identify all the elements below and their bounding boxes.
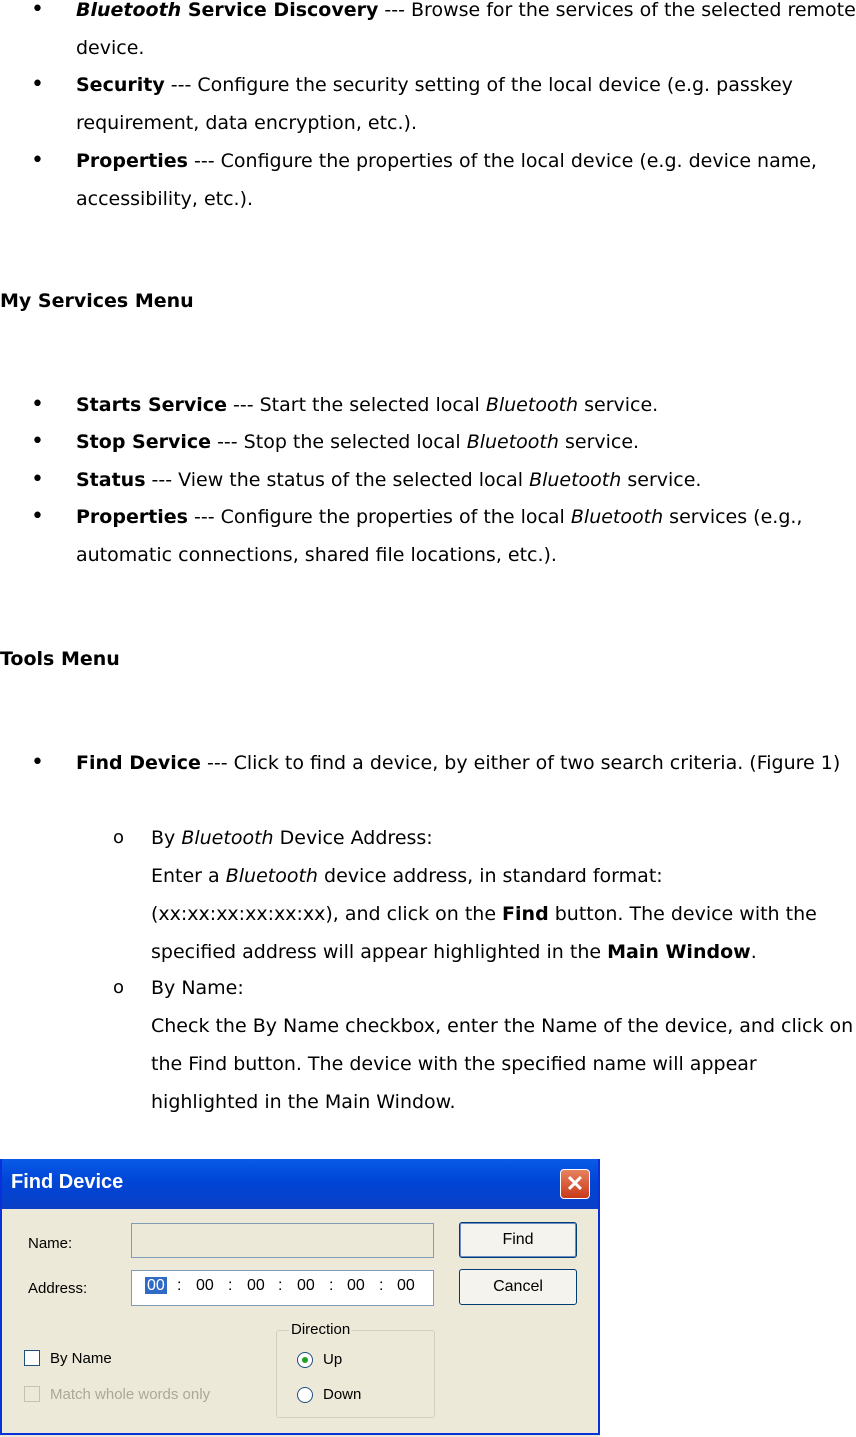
name-field[interactable] [131,1223,434,1258]
address-separator: : [379,1277,384,1294]
circle-bullet: o [113,977,125,998]
bullet: • [31,392,44,417]
list-item: • Find Device --- Click to find a device, by either of two search criteria. (Figure 1) [76,744,851,782]
list-item: • Status --- View the status of the selected local Bluetooth service. [76,461,856,499]
address-label: Address: [28,1280,88,1297]
by-name-checkbox[interactable] [24,1350,40,1366]
bullet: • [31,467,44,492]
section-heading: My Services Menu [0,290,194,312]
find-device-dialog [0,1159,600,1437]
find-button[interactable]: Find [459,1222,577,1258]
list-item: • Starts Service --- Start the selected local Bluetooth service. [76,386,856,424]
up-label: Up [323,1351,343,1368]
by-name-label: By Name [50,1350,112,1367]
address-segment[interactable]: 00 [297,1277,315,1294]
sub-list-item: o By Bluetooth Device Address: Enter a Bluetooth device address, in standard format: (xx:xx:xx:xx:xx:xx), and click on the Find button. The device with the specified address will appear highlighted in the Main Window. [151,819,856,971]
bullet: • [31,750,44,775]
address-separator: : [228,1277,233,1294]
list-item: • Stop Service --- Stop the selected local Bluetooth service. [76,423,856,461]
address-field[interactable] [131,1270,434,1306]
match-whole-words-checkbox [24,1386,40,1402]
bullet: • [31,0,44,22]
down-radio[interactable] [297,1387,313,1403]
direction-group [276,1321,435,1418]
list-item: • Security --- Configure the security setting of the local device (e.g. passkey requirement, data encryption, etc.). [76,66,856,142]
match-whole-words-label: Match whole words only [50,1386,211,1403]
close-icon[interactable]: ✕ [560,1169,590,1199]
address-separator: : [177,1277,182,1294]
list-item: • Properties --- Configure the properties of the local Bluetooth services (e.g., automatic connections, shared file locations, etc.). [76,498,856,574]
section-heading: Tools Menu [0,648,120,670]
address-segment[interactable]: 00 [196,1277,214,1294]
address-separator: : [329,1277,334,1294]
address-separator: : [278,1277,283,1294]
address-segment[interactable]: 00 [247,1277,265,1294]
bullet: • [31,148,44,173]
address-segment[interactable]: 00 [397,1277,415,1294]
address-segment[interactable]: 00 [147,1277,165,1294]
circle-bullet: o [113,827,125,848]
list-item: • Properties --- Configure the properties of the local device (e.g. device name, accessibility, etc.). [76,142,856,218]
bullet: • [31,72,44,97]
bullet: • [31,504,44,529]
sub-list-item: o By Name: Check the By Name checkbox, enter the Name of the device, and click on the Find button. The device with the specified name will appear highlighted in the Main Window. [151,969,856,1121]
name-label: Name: [28,1235,73,1252]
bullet: • [31,429,44,454]
dialog-title: Find Device [11,1171,124,1193]
list-item: • Bluetooth Service Discovery --- Browse for the services of the selected remote device. [76,0,856,67]
cancel-button[interactable]: Cancel [459,1269,577,1305]
up-radio[interactable] [297,1352,313,1368]
address-segment[interactable]: 00 [347,1277,365,1294]
direction-label: Direction [291,1321,351,1338]
down-label: Down [323,1386,362,1403]
